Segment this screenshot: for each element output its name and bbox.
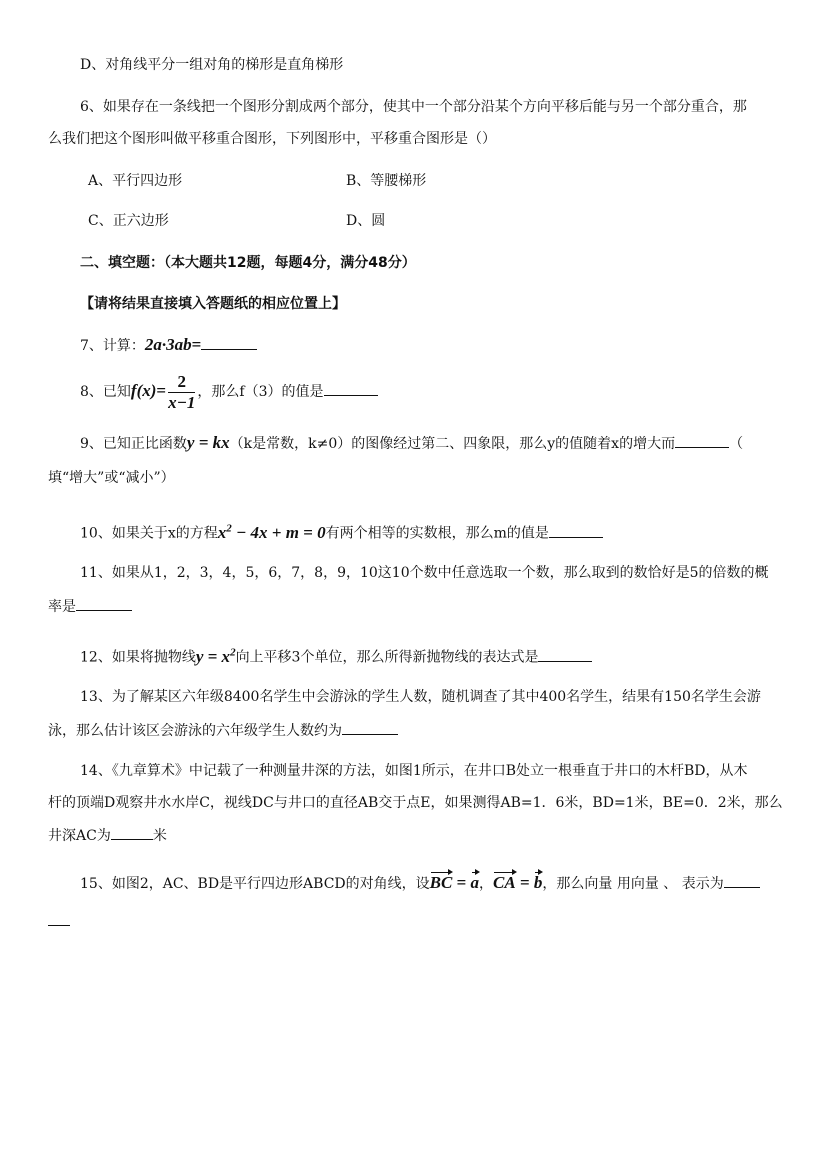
q8-equals: = [156, 381, 167, 400]
q10-expr-sup: 2 [226, 522, 232, 534]
q14-line3 [48, 825, 167, 846]
q10-expr-rest: − 4x + m = 0 [231, 522, 326, 542]
q8-answer-blank[interactable] [324, 381, 378, 396]
q6-option-a: A、平行四边形 [88, 173, 183, 189]
q15-separator: ， [479, 876, 494, 892]
q8-denominator: x−1 [168, 392, 196, 412]
q14-answer-blank[interactable] [111, 825, 153, 840]
q14-line1: 14、《九章算术》中记载了一种测量井深的方法，如图1所示，在井口B处立一根垂直于井口的木杆BD，从木 [80, 763, 748, 779]
q14-unit: 米 [152, 828, 167, 844]
q8-suffix: ，那么f（3）的值是 [197, 384, 324, 400]
q6-option-c: C、正六边形 [88, 213, 169, 229]
q12-prefix: 12、如果将抛物线 [80, 649, 196, 666]
q13-answer-blank[interactable] [342, 720, 398, 735]
q12-expr-base: y = x [195, 646, 231, 666]
q15-answer-blank-part2[interactable] [48, 911, 70, 926]
q7-expression: 2a·3ab [144, 335, 192, 354]
q13-line1: 13、为了解某区六年级8400名学生中会游泳的学生人数，随机调查了其中400名学生，结果有150名学生会游 [80, 689, 761, 705]
q9-answer-blank[interactable] [675, 433, 729, 448]
q15-vector-bc: BC [429, 873, 453, 892]
q8-numerator: 2 [168, 372, 195, 393]
q14-line3-text: 井深AC为 [48, 828, 111, 844]
q10-answer-blank[interactable] [549, 523, 603, 538]
q6-text-line2: 么我们把这个图形叫做平移重合图形，下列图形中，平移重合图形是（） [48, 131, 496, 147]
q5-option-d: D、对角线平分一组对角的梯形是直角梯形 [80, 57, 344, 73]
q9-tail: （ [729, 436, 744, 452]
q11-line1: 11、如果从1，2，3，4，5，6，7，8，9，10这10个数中任意选取一个数，那么取到的数恰好是5的倍数的概 [80, 565, 769, 581]
q8-fraction [168, 372, 195, 413]
q8-prefix: 8、已知 [80, 384, 131, 400]
q8-line [80, 370, 378, 413]
q9-expression: y = kx [186, 433, 230, 452]
q15-vector-bc-expr [430, 873, 479, 892]
q12-answer-blank[interactable] [538, 647, 592, 662]
q15-eq1: = [452, 873, 471, 892]
q15-vector-ca: CA [493, 873, 516, 892]
q11-answer-blank[interactable] [76, 596, 132, 611]
q12-expr-sup: 2 [230, 646, 236, 658]
q12-line [80, 642, 592, 668]
q15-eq2: = [515, 873, 534, 892]
q15-vector-ca-expr [493, 873, 542, 892]
q13-line2 [48, 720, 398, 741]
q11-line2 [48, 596, 132, 617]
q6-option-d: D、圆 [346, 213, 386, 229]
q9-prefix: 9、已知正比函数 [80, 436, 187, 452]
q10-suffix: 有两个相等的实数根，那么m的值是 [325, 525, 549, 542]
q7-line [80, 335, 257, 356]
q6-text-line1: 6、如果存在一条线把一个图形分割成两个部分，使其中一个部分沿某个方向平移后能与另一个部分重合，那 [80, 99, 747, 115]
q7-equals: = [191, 335, 202, 354]
q10-expr-x: x [217, 522, 227, 542]
q7-answer-blank[interactable] [201, 335, 257, 350]
q7-prefix: 7、计算： [80, 338, 145, 354]
q10-expression [218, 523, 326, 542]
q15-answer-blank-part1[interactable] [724, 873, 760, 888]
q9-line1 [80, 433, 743, 454]
q10-prefix: 10、如果关于x的方程 [80, 525, 218, 542]
q14-line2: 杆的顶端D观察井水水岸C，视线DC与井口的直径AB交于点E，如果测得AB=1．6米，BD=1米，BE=0．2米，那么 [48, 795, 783, 811]
q9-middle: （k是常数，k≠0）的图像经过第二、四象限，那么y的值随着x的增大而 [229, 436, 676, 452]
q15-line1 [80, 873, 760, 894]
q15-vector-a: a [470, 873, 480, 892]
q6-option-b: B、等腰梯形 [346, 173, 427, 189]
section-heading: 二、填空题：（本大题共12题，每题4分，满分48分） [80, 255, 416, 271]
section-instruction: 【请将结果直接填入答题纸的相应位置上】 [80, 296, 346, 312]
q11-line2-text: 率是 [48, 599, 76, 615]
q8-function: f(x) [130, 381, 157, 400]
q12-expression [196, 647, 236, 666]
q15-vector-b: b [533, 873, 543, 892]
q15-suffix: ，那么向量 用向量 、 表示为 [542, 876, 724, 892]
q10-line [80, 518, 603, 544]
q15-line2 [48, 911, 70, 932]
q12-suffix: 向上平移3个单位，那么所得新抛物线的表达式是 [235, 649, 539, 666]
q13-line2-text: 泳，那么估计该区会游泳的六年级学生人数约为 [48, 723, 342, 739]
q9-line2: 填“增大”或“减小”） [48, 470, 175, 486]
q15-prefix: 15、如图2，AC、BD是平行四边形ABCD的对角线，设 [80, 876, 430, 892]
